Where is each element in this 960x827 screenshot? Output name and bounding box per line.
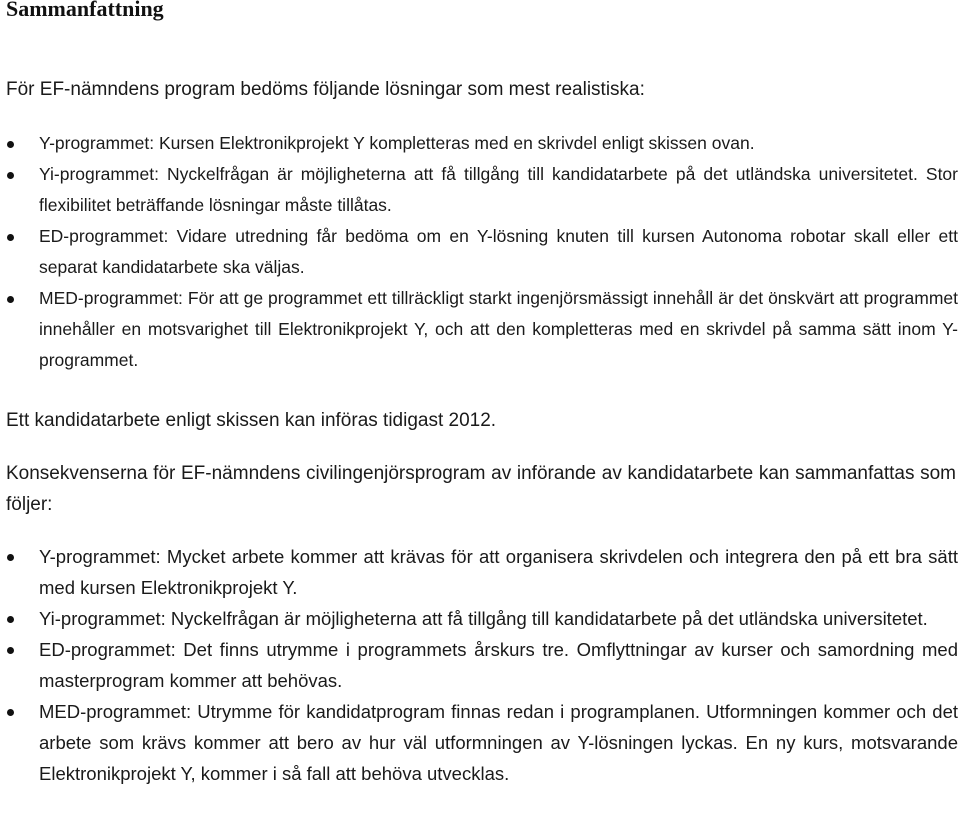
list-item: [0, 541, 958, 603]
bullet-icon: [7, 709, 14, 716]
list-item: [0, 283, 958, 376]
list-item-text: MED-programmet: Utrymme för kandidatprogram finnas redan i programplanen. Utformningen kommer och det arbete som krävs kommer att bero av hur väl utformningen av Y-lösningen lyckas. En ny kurs, motsvarande Elektronikprojekt Y, kommer i så fall att behöva utvecklas.: [39, 701, 958, 784]
list-item-text: Yi-programmet: Nyckelfrågan är möjligheterna att få tillgång till kandidatarbete på det utländska universitetet. Stor flexibilitet beträffande lösningar måste tillåtas.: [39, 164, 958, 215]
list-item: [0, 159, 958, 221]
bullet-icon: [7, 141, 14, 148]
list-item: [0, 221, 958, 283]
consequences-list: [0, 541, 958, 789]
section-heading: Sammanfattning: [6, 0, 164, 21]
solutions-list: [0, 128, 958, 376]
bullet-icon: [7, 234, 14, 241]
list-item-text: ED-programmet: Vidare utredning får bedöma om en Y-lösning knuten till kursen Autonoma robotar skall eller ett separat kandidatarbete ska väljas.: [39, 226, 958, 277]
list-item-text: ED-programmet: Det finns utrymme i programmets årskurs tre. Omflyttningar av kurser och samordning med masterprogram kommer att behövas.: [39, 639, 958, 691]
bullet-icon: [7, 172, 14, 179]
bullet-icon: [7, 296, 14, 303]
year-note-paragraph: Ett kandidatarbete enligt skissen kan införas tidigast 2012.: [6, 410, 497, 431]
intro-paragraph: För EF-nämndens program bedöms följande lösningar som mest realistiska:: [6, 79, 645, 100]
list-item: [0, 603, 958, 634]
bullet-icon: [7, 647, 14, 654]
list-item: [0, 634, 958, 696]
bullet-icon: [7, 554, 14, 561]
consequences-paragraph: Konsekvenserna för EF-nämndens civilingenjörsprogram av införande av kandidatarbete kan sammanfattas som följer:: [6, 463, 956, 515]
list-item-text: Y-programmet: Mycket arbete kommer att krävas för att organisera skrivdelen och integrera den på ett bra sätt med kursen Elektronikprojekt Y.: [39, 546, 958, 598]
bullet-icon: [7, 616, 14, 623]
list-item: [0, 696, 958, 789]
list-item-text: Yi-programmet: Nyckelfrågan är möjligheterna att få tillgång till kandidatarbete på det utländska universitetet.: [39, 608, 928, 629]
list-item: [0, 128, 958, 159]
list-item-text: MED-programmet: För att ge programmet ett tillräckligt starkt ingenjörsmässigt innehåll är det önskvärt att programmet innehåller en motsvarighet till Elektronikprojekt Y, och att den kompletteras med en skrivdel på samma sätt inom Y-programmet.: [39, 288, 958, 370]
list-item-text: Y-programmet: Kursen Elektronikprojekt Y kompletteras med en skrivdel enligt skissen ovan.: [39, 133, 755, 153]
